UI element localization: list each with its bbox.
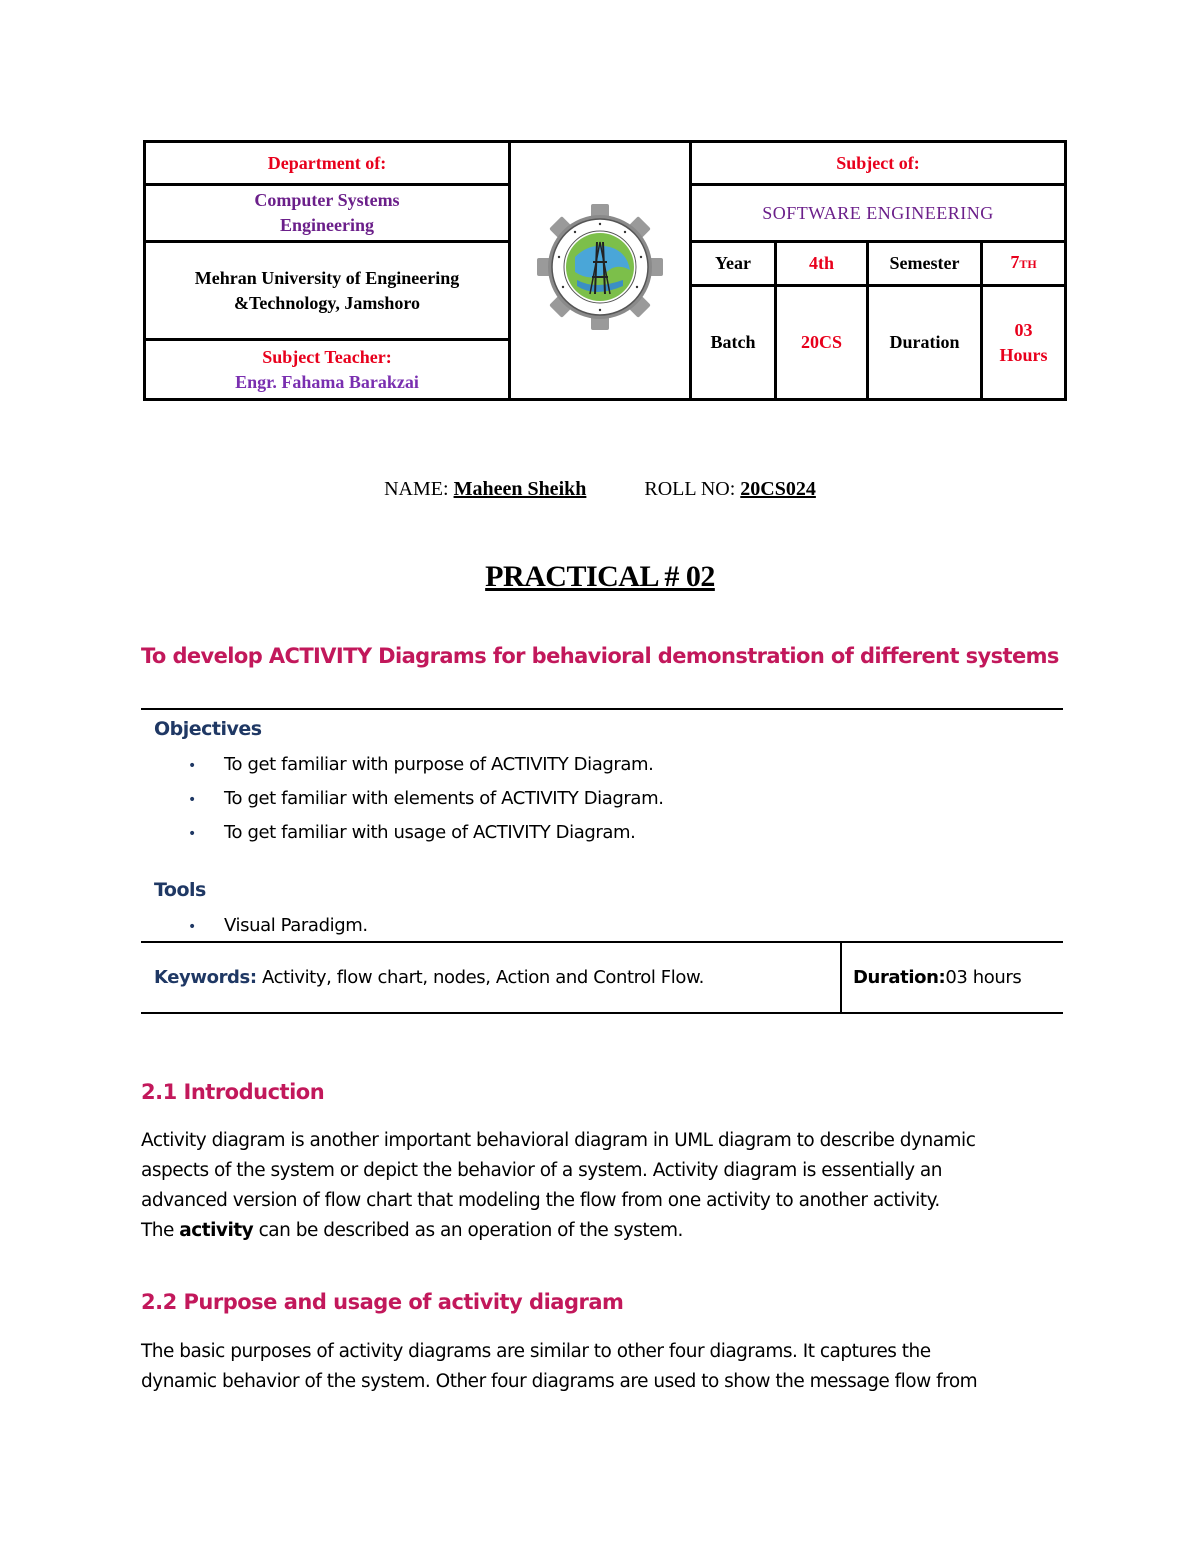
bullet-icon: • <box>188 758 196 774</box>
bullet-icon: • <box>188 792 196 808</box>
keywords-bottom-rule <box>141 1012 1063 1014</box>
semester-value-suffix: TH <box>1019 257 1037 271</box>
semester-value <box>982 242 1066 286</box>
name-label: NAME: <box>384 478 449 500</box>
duration-value-line2: Hours <box>999 344 1048 365</box>
paragraph-line: aspects of the system or depict the behavior of a system. Activity diagram is essentially an <box>141 1160 942 1181</box>
university-line2: &Technology, Jamshoro <box>233 292 421 313</box>
year-value: 4th <box>776 242 868 286</box>
university-gear-seal-icon <box>535 202 665 332</box>
activity-term: activity <box>179 1220 254 1241</box>
department-label: Department of: <box>145 142 510 185</box>
tool-item: • Visual Paradigm. <box>188 915 368 936</box>
duration-box-label: Duration: <box>853 967 946 988</box>
subject-teacher <box>145 340 510 400</box>
university-name <box>145 242 510 340</box>
batch-label: Batch <box>691 286 776 400</box>
keywords-top-rule <box>141 941 1063 943</box>
university-line1: Mehran University of Engineering <box>194 267 460 288</box>
objective-item: • To get familiar with usage of ACTIVITY Diagram. <box>188 822 636 843</box>
section-purpose-heading: 2.2 Purpose and usage of activity diagram <box>141 1290 624 1314</box>
roll-value: 20CS024 <box>740 478 816 500</box>
year-label: Year <box>691 242 776 286</box>
duration-line <box>853 967 1021 988</box>
logo-cell <box>510 142 691 400</box>
department-name <box>145 185 510 242</box>
paragraph-line: dynamic behavior of the system. Other four diagrams are used to show the message flow from <box>141 1371 978 1392</box>
batch-value: 20CS <box>776 286 868 400</box>
objectives-label: Objectives <box>154 718 262 740</box>
teacher-name: Engr. Fahama Barakzai <box>235 371 419 392</box>
header-table <box>143 140 1067 401</box>
keywords-label: Keywords: <box>154 967 257 988</box>
section-intro-body <box>141 1126 1071 1246</box>
paragraph-line: advanced version of flow chart that modeling the flow from one activity to another activity. <box>141 1190 940 1211</box>
name-value: Maheen Sheikh <box>453 478 587 500</box>
keywords-divider <box>840 942 842 1014</box>
paragraph-line: The activity can be described as an operation of the system. <box>141 1220 683 1241</box>
bullet-icon: • <box>188 826 196 842</box>
subject-name: SOFTWARE ENGINEERING <box>691 185 1066 242</box>
objective-item: • To get familiar with purpose of ACTIVITY Diagram. <box>188 754 654 775</box>
tools-label: Tools <box>154 879 206 901</box>
subject-label: Subject of: <box>691 142 1066 185</box>
paragraph-line: The basic purposes of activity diagrams are similar to other four diagrams. It captures the <box>141 1341 931 1362</box>
objective-item: • To get familiar with elements of ACTIVITY Diagram. <box>188 788 664 809</box>
section-purpose-body <box>141 1337 1071 1397</box>
duration-value-line1: 03 <box>1014 319 1033 340</box>
keywords-value: Activity, flow chart, nodes, Action and Control Flow. <box>256 967 704 988</box>
duration-label: Duration <box>868 286 982 400</box>
semester-label: Semester <box>868 242 982 286</box>
section-intro-heading: 2.1 Introduction <box>141 1080 325 1104</box>
duration-box-value: 03 hours <box>945 967 1022 988</box>
main-heading: To develop ACTIVITY Diagrams for behavioral demonstration of different systems <box>141 644 1059 668</box>
duration-value <box>982 286 1066 400</box>
student-info-line <box>0 478 1200 501</box>
keywords-line <box>154 967 704 988</box>
bullet-icon: • <box>188 919 196 935</box>
objectives-top-rule <box>141 708 1063 710</box>
paragraph-line: Activity diagram is another important behavioral diagram in UML diagram to describe dynamic <box>141 1130 976 1151</box>
department-name-line1: Computer Systems <box>254 190 400 210</box>
practical-title: PRACTICAL # 02 <box>485 560 715 593</box>
teacher-label: Subject Teacher: <box>262 346 392 367</box>
department-name-line2: Engineering <box>279 215 374 235</box>
semester-value-num: 7 <box>1010 252 1020 272</box>
roll-label: ROLL NO: <box>644 478 736 500</box>
